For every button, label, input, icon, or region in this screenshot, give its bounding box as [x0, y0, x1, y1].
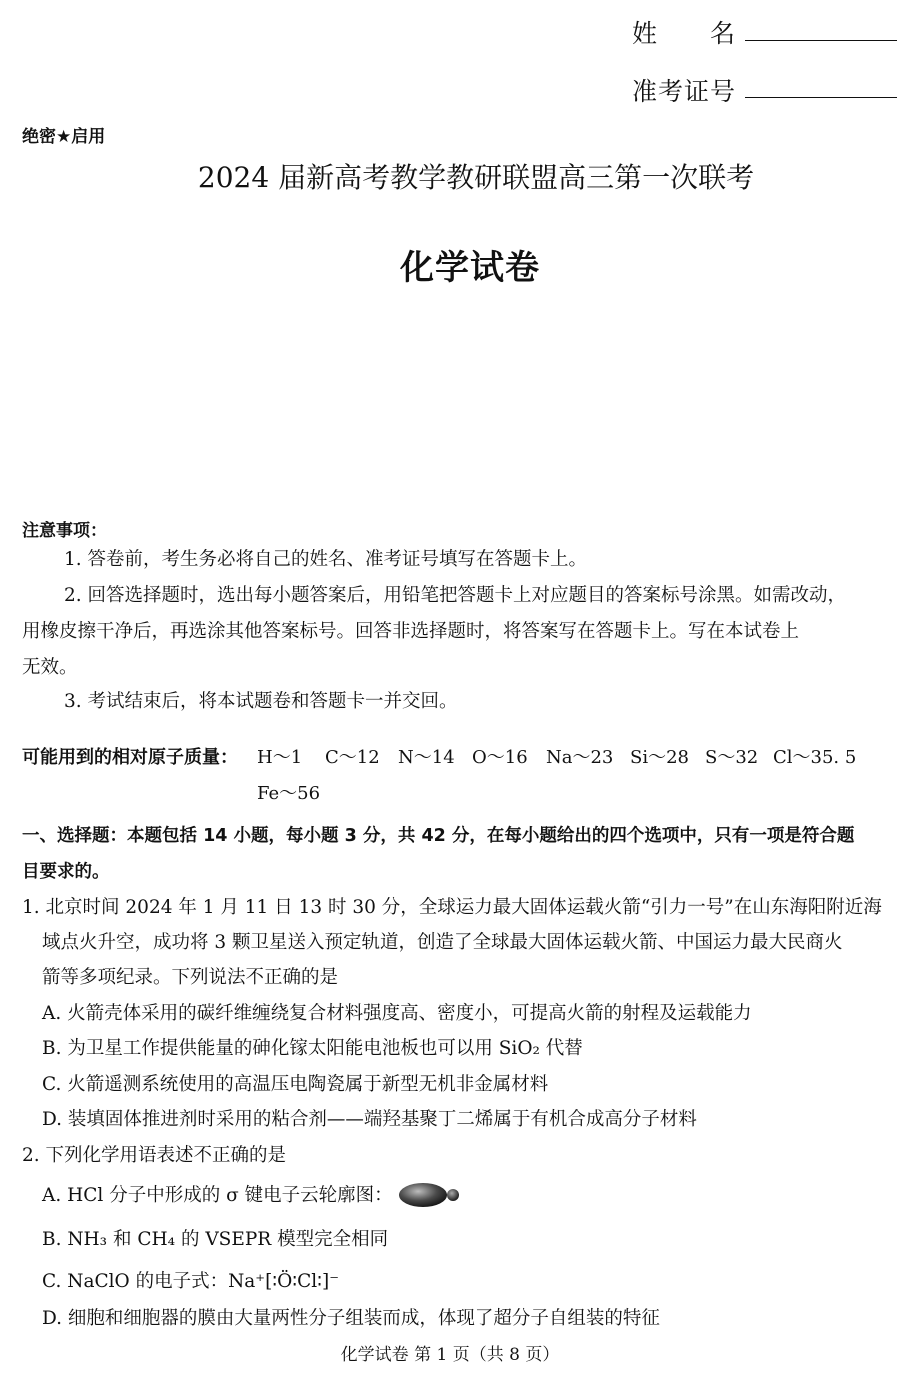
- q2-option-a: A. HCl 分子中形成的 σ 键电子云轮廓图：: [42, 1185, 393, 1206]
- page-footer: 化学试卷 第 1 页（共 8 页）: [340, 1345, 560, 1365]
- mass-o: O～16: [472, 747, 528, 768]
- q1-option-c: C. 火箭遥测系统使用的高温压电陶瓷属于新型无机非金属材料: [42, 1074, 549, 1095]
- exam-title: 2024 届新高考教学教研联盟高三第一次联考: [197, 161, 755, 194]
- q2-option-c: C. NaClO 的电子式：Na⁺[∶Ö∶Cl∶]⁻: [42, 1271, 339, 1292]
- mass-cl: Cl～35. 5: [773, 747, 857, 768]
- q1-stem-2: 域点火升空，成功将 3 颗卫星送入预定轨道，创造了全球最大固体运载火箭、中国运力最大民商火: [42, 932, 843, 953]
- mass-c: C～12: [325, 747, 380, 768]
- q2-option-d: D. 细胞和细胞器的膜由大量两性分子组装而成，体现了超分子自组装的特征: [42, 1308, 660, 1329]
- section1-heading-cont: 目要求的。: [22, 862, 110, 882]
- subject-title: 化学试卷: [400, 248, 540, 288]
- notes-heading: 注意事项：: [22, 521, 107, 541]
- note-3: 3. 考试结束后，将本试题卷和答题卡一并交回。: [64, 691, 458, 712]
- name-field[interactable]: [745, 40, 897, 41]
- atomic-mass-label: 可能用到的相对原子质量：: [22, 747, 238, 768]
- section1-heading: 一、选择题：本题包括 14 小题，每小题 3 分，共 42 分，在每小题给出的四个选项中，只有一项是符合题: [22, 826, 855, 846]
- mass-n: N～14: [398, 747, 455, 768]
- exam-id-label: 准考证号: [632, 77, 737, 106]
- q1-option-d: D. 装填固体推进剂时采用的粘合剂——端羟基聚丁二烯属于有机合成高分子材料: [42, 1109, 697, 1130]
- sigma-bond-orbital-image: [398, 1181, 464, 1209]
- note-2-cont: 用橡皮擦干净后，再选涂其他答案标号。回答非选择题时，将答案写在答题卡上。写在本试卷上: [22, 621, 800, 642]
- q1-option-a: A. 火箭壳体采用的碳纤维缠绕复合材料强度高、密度小，可提高火箭的射程及运载能力: [42, 1003, 752, 1024]
- q1-stem-1: 1. 北京时间 2024 年 1 月 11 日 13 时 30 分，全球运力最大固体运载火箭“引力一号”在山东海阳附近海: [22, 897, 882, 918]
- note-2-end: 无效。: [22, 657, 78, 678]
- q1-option-b: B. 为卫星工作提供能量的砷化镓太阳能电池板也可以用 SiO₂ 代替: [42, 1038, 583, 1059]
- mass-h: H～1: [257, 747, 303, 768]
- exam-id-field[interactable]: [745, 97, 897, 98]
- note-1: 1. 答卷前，考生务必将自己的姓名、准考证号填写在答题卡上。: [64, 549, 588, 570]
- q2-stem: 2. 下列化学用语表述不正确的是: [22, 1145, 287, 1166]
- mass-s: S～32: [705, 747, 759, 768]
- mass-fe: Fe～56: [257, 783, 321, 804]
- confidential-mark: 绝密★启用: [22, 127, 106, 147]
- q2-option-b: B. NH₃ 和 CH₄ 的 VSEPR 模型完全相同: [42, 1229, 389, 1250]
- name-label: 姓 名: [632, 19, 737, 48]
- mass-si: Si～28: [630, 747, 689, 768]
- mass-na: Na～23: [546, 747, 614, 768]
- note-2: 2. 回答选择题时，选出每小题答案后，用铅笔把答题卡上对应题目的答案标号涂黑。如需改动，: [64, 585, 847, 606]
- q1-stem-3: 箭等多项纪录。下列说法不正确的是: [42, 967, 339, 988]
